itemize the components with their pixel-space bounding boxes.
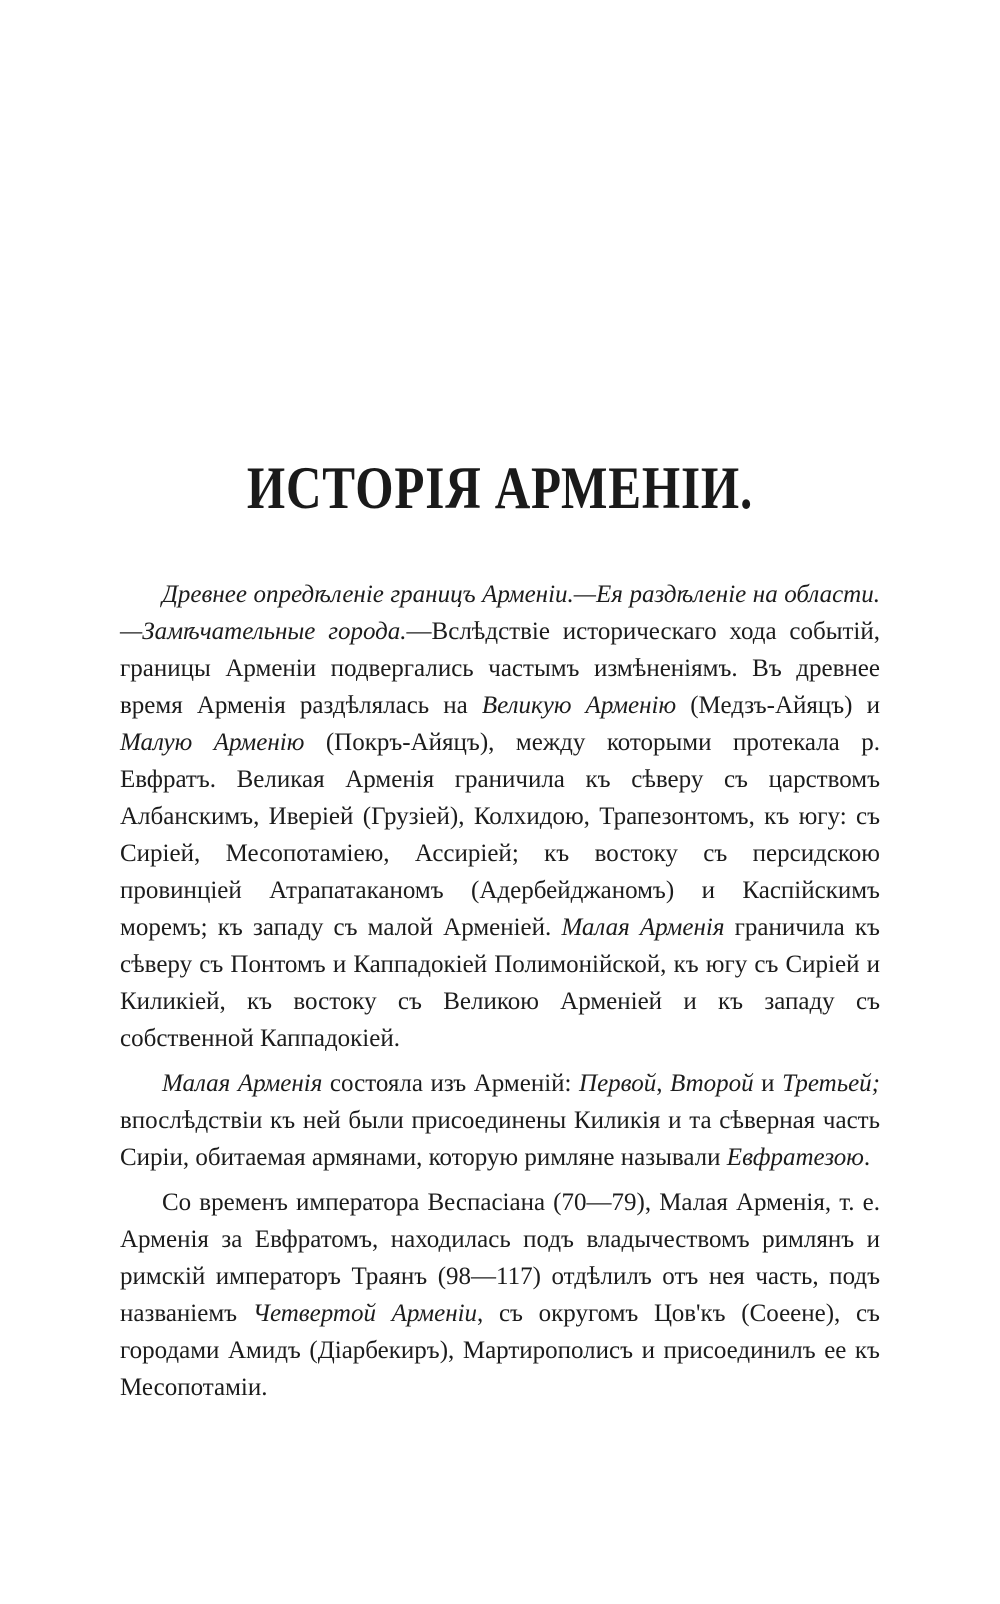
text-run: , съ округомъ Цов'къ (Соеене), съ городами Амидъ (Діарбекиръ), Мартирополисъ и присоединилъ ее къ Месопотаміи. [120,1300,880,1401]
paragraph-2 [120,1065,880,1176]
text-run: Великую Арменію [481,692,677,719]
text-run: Первой [579,1070,657,1097]
text-run: граничила къ сѣверу съ Понтомъ и Каппадокіей Полимонійской, къ югу съ Сиріей и Киликіей, къ востоку съ Великою Арменіей и къ западу съ собственной Каппадокіей. [120,914,880,1052]
text-run: Со временъ императора Веспасіана (70—79), Малая Арменія, т. е. Арменія за Евфратомъ, находилась подъ владычествомъ римлянъ и римскій императоръ Траянъ (98—117) отдѣлилъ отъ нея часть, подъ названіемъ [120,1189,880,1327]
text-run: Второй [670,1070,754,1097]
text-run: , [656,1070,670,1097]
text-run: Евфратезою [726,1144,864,1171]
text-run: Малую Арменію [120,729,305,756]
text-run: (Медзъ-Айяцъ) и [676,692,880,719]
text-run: и [753,1070,783,1097]
text-run: (Покръ-Айяцъ), между которыми протекала р. Евфратъ. Великая Арменія граничила къ сѣверу съ царствомъ Албанскимъ, Иверіей (Грузіей), Колхидою, Трапезонтомъ, къ югу: съ Сиріей, Месопотаміею, Ассиріей; къ востоку съ персидскою провинціей Атрапатаканомъ (Адербейджаномъ) и Каспійскимъ моремъ; къ западу съ малой Арменіей. [120,729,880,941]
page-title: ИСТОРІЯ АРМЕНІИ. [246,455,754,521]
text-run: Четвертой Арменіи [252,1300,478,1327]
text-run: . [863,1144,871,1171]
paragraph-1 [120,576,880,1057]
text-run: Третьей; [782,1070,880,1097]
paragraph-3 [120,1184,880,1406]
text-run: Древнее опредѣленіе границъ Арменіи.—Ея раздѣленіе на области.—Замѣчательные города. [120,581,880,645]
text-run: Малая Арменія [561,914,725,941]
text-run: Малая Арменія [162,1070,323,1097]
body-text [120,576,880,1414]
text-run: состояла изъ Арменій: [322,1070,580,1097]
text-run: —Вслѣдствіе историческаго хода событій, границы Арменіи подвергались частымъ измѣненіямъ. Въ древнее время Арменія раздѣлялась на [120,618,881,719]
text-run: впослѣдствіи къ ней были присоединены Киликія и та сѣверная часть Сиріи, обитаемая армянами, которую римляне называли [120,1107,880,1171]
